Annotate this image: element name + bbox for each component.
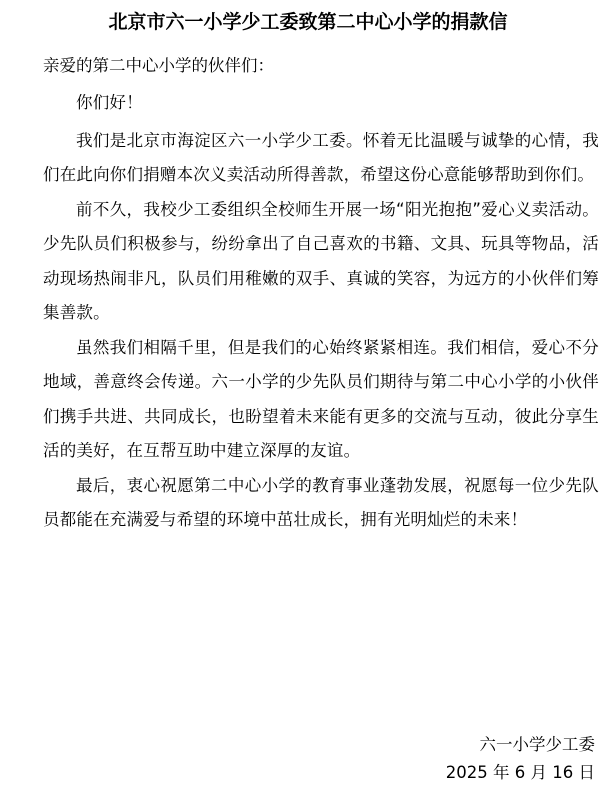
letter-paragraph-friendship: 虽然我们相隔千里，但是我们的心始终紧紧相连。我们相信，爱心不分地域，善意终会传递。六一小学的少先队员们期待与第二中心小学的小伙伴们携手共进、共同成长，也盼望着未来能有更多的交流与互动，彼此分享生活的美好，在互帮互助中建立深厚的友谊。 xyxy=(43,337,599,460)
letter-paragraph-activity: 前不久，我校少工委组织全校师生开展一场“阳光抱抱”爱心义卖活动。少先队员们积极参与，纷纷拿出了自己喜欢的书籍、文具、玩具等物品，活动现场热闹非凡，队员们用稚嫩的双手、真诚的笑容，为远方的小伙伴们筹集善款。 xyxy=(43,199,599,322)
letter-date: 2025 年 6 月 16 日 xyxy=(445,763,595,782)
letter-signature: 六一小学少工委 xyxy=(479,735,595,754)
letter-salutation: 亲爱的第二中心小学的伙伴们： xyxy=(43,56,274,75)
letter-greeting: 你们好！ xyxy=(76,93,143,112)
letter-paragraph-closing: 最后，衷心祝愿第二中心小学的教育事业蓬勃发展，祝愿每一位少先队员都能在充满爱与希望的环境中茁壮成长，拥有光明灿烂的未来！ xyxy=(43,475,599,529)
letter-title: 北京市六一小学少工委致第二中心小学的捐款信 xyxy=(108,11,508,33)
letter-body xyxy=(43,86,599,538)
letter-paragraph-intro: 我们是北京市海淀区六一小学少工委。怀着无比温暖与诚挚的心情，我们在此向你们捐赠本次义卖活动所得善款，希望这份心意能够帮助到你们。 xyxy=(43,130,599,184)
